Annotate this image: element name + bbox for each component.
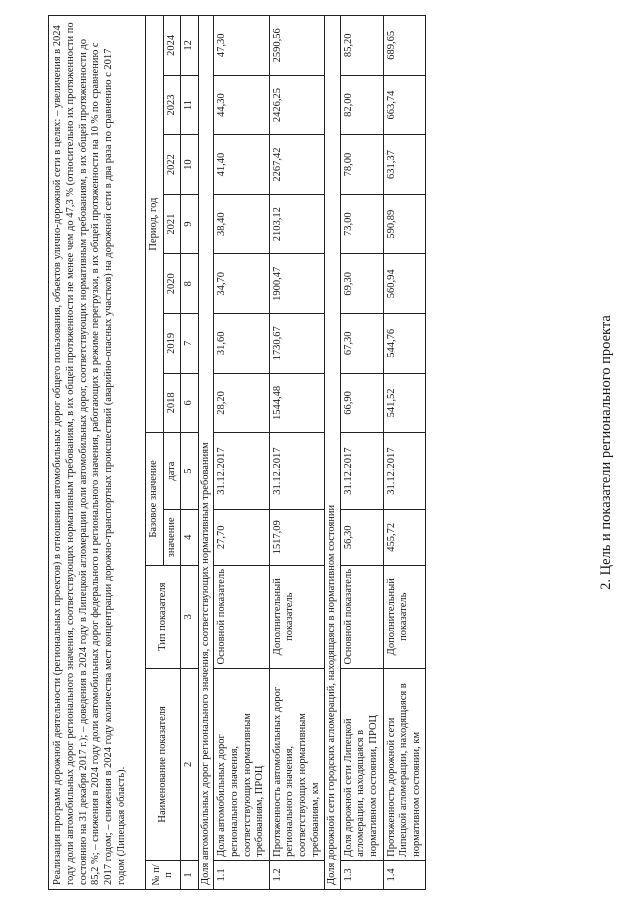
year-value: 2267,42 bbox=[269, 135, 324, 195]
year-value: 2426,25 bbox=[269, 75, 324, 135]
header-year: 2024 bbox=[163, 16, 181, 76]
indicator-type: Основной показатель bbox=[214, 565, 269, 668]
header-base: Базовое значение bbox=[146, 433, 164, 565]
indicator-name: Протяженность автомобильных дорог регионального значения, соответствующих нормативным требованиям, км bbox=[269, 668, 324, 860]
year-value: 82,00 bbox=[340, 75, 383, 135]
indicator-type: Дополнительный показатель bbox=[383, 565, 426, 668]
year-value: 67,30 bbox=[340, 314, 383, 374]
column-number-row bbox=[181, 16, 199, 890]
year-value: 31,60 bbox=[214, 314, 269, 374]
column-number: 5 bbox=[181, 433, 199, 510]
year-value: 1730,67 bbox=[269, 314, 324, 374]
year-value: 2103,12 bbox=[269, 194, 324, 254]
indicator-type: Дополнительный показатель bbox=[269, 565, 324, 668]
page-title: 2. Цель и показатели регионального проекта bbox=[598, 315, 614, 590]
header-base-date: дата bbox=[163, 433, 181, 510]
header-base-value: значение bbox=[163, 509, 181, 565]
year-value: 47,30 bbox=[214, 16, 269, 76]
header-year: 2018 bbox=[163, 373, 181, 433]
indicator-name: Доля автомобильных дорог регионального значения, соответствующих нормативным требованиям, ПРОЦ bbox=[214, 668, 269, 860]
year-value: 663,74 bbox=[383, 75, 426, 135]
year-value: 1900,47 bbox=[269, 254, 324, 314]
table-row bbox=[383, 16, 426, 890]
header-period: Период, год bbox=[146, 16, 164, 433]
year-value: 2590,56 bbox=[269, 16, 324, 76]
header-name: Наименование показателя bbox=[146, 668, 181, 860]
row-number: 1.2 bbox=[269, 860, 324, 889]
column-number: 12 bbox=[181, 16, 199, 76]
column-number: 10 bbox=[181, 135, 199, 195]
indicator-name: Доля дорожной сети Липецкой агломерации, находящаяся в нормативном состоянии, ПРОЦ bbox=[340, 668, 383, 860]
year-value: 73,00 bbox=[340, 194, 383, 254]
year-value: 44,30 bbox=[214, 75, 269, 135]
year-value: 541,52 bbox=[383, 373, 426, 433]
year-value: 689,65 bbox=[383, 16, 426, 76]
header-num: № п/п bbox=[146, 860, 181, 889]
base-date: 31.12.2017 bbox=[383, 433, 426, 510]
row-number: 1.1 bbox=[214, 860, 269, 889]
year-value: 38,40 bbox=[214, 194, 269, 254]
column-number: 2 bbox=[181, 668, 199, 860]
table-row bbox=[214, 16, 269, 890]
year-value: 631,37 bbox=[383, 135, 426, 195]
year-value: 69,30 bbox=[340, 254, 383, 314]
year-value: 1544,48 bbox=[269, 373, 324, 433]
base-date: 31.12.2017 bbox=[340, 433, 383, 510]
header-year: 2022 bbox=[163, 135, 181, 195]
header-year: 2023 bbox=[163, 75, 181, 135]
base-value: 455,72 bbox=[383, 509, 426, 565]
column-number: 4 bbox=[181, 509, 199, 565]
header-year: 2019 bbox=[163, 314, 181, 374]
year-value: 560,94 bbox=[383, 254, 426, 314]
row-number: 1.3 bbox=[340, 860, 383, 889]
row-number: 1.4 bbox=[383, 860, 426, 889]
year-value: 590,89 bbox=[383, 194, 426, 254]
year-value: 66,90 bbox=[340, 373, 383, 433]
column-number: 3 bbox=[181, 565, 199, 668]
header-type: Тип показателя bbox=[146, 565, 181, 668]
year-value: 544,76 bbox=[383, 314, 426, 374]
year-value: 85,20 bbox=[340, 16, 383, 76]
indicator-type: Основной показатель bbox=[340, 565, 383, 668]
header-year: 2021 bbox=[163, 194, 181, 254]
table-row bbox=[340, 16, 383, 890]
column-number: 11 bbox=[181, 75, 199, 135]
indicators-table bbox=[48, 15, 426, 890]
indicator-name: Протяженность дорожной сети Липецкой агломерации, находящаяся в нормативном состоянии, км bbox=[383, 668, 426, 860]
column-number: 6 bbox=[181, 373, 199, 433]
column-number: 8 bbox=[181, 254, 199, 314]
column-number: 9 bbox=[181, 194, 199, 254]
base-value: 1517,09 bbox=[269, 509, 324, 565]
table-row bbox=[269, 16, 324, 890]
base-date: 31.12.2017 bbox=[214, 433, 269, 510]
section-title: Доля автомобильных дорог регионального значения, соответствующих нормативным требованиям bbox=[198, 16, 214, 890]
base-value: 27,70 bbox=[214, 509, 269, 565]
year-value: 34,70 bbox=[214, 254, 269, 314]
column-number: 1 bbox=[181, 860, 199, 889]
section-title: Доля дорожной сети городских агломераций, находящаяся в нормативном состоянии bbox=[325, 16, 341, 890]
year-value: 78,00 bbox=[340, 135, 383, 195]
year-value: 41,40 bbox=[214, 135, 269, 195]
base-value: 56,30 bbox=[340, 509, 383, 565]
base-date: 31.12.2017 bbox=[269, 433, 324, 510]
intro-text: Реализация программ дорожной деятельности (региональных проектов) в отношении автомобильных дорог общего пользования, объектов улично-дорожной сети в целях: – увеличения в 2024 году доли автомобильных дорог регионального значения, соответствующих нормативным требованиям, в их общей протяженности не менее чем до 47,3 % (относительно их протяженности по состоянию на 31 декабря 2017 г.); – доведения в 2024 году в Липецкой агломерации доли автомобильных дорог, соответствующих нормативным требованиям, в их общей протяженности до 85,2 %; – снижения в 2024 году доли автомобильных дорог федерального и регионального значения, работающих в режиме перегрузки, в их общей протяженности на 10 % по сравнению с 2017 годом; – снижения в 2024 году количества мест концентрации дорожно-транспортных происшествий (аварийно-опасных участков) на дорожной сети в два раза по сравнению с 2017 годом (Липецкая область). bbox=[49, 16, 146, 890]
header-year: 2020 bbox=[163, 254, 181, 314]
column-number: 7 bbox=[181, 314, 199, 374]
year-value: 28,20 bbox=[214, 373, 269, 433]
